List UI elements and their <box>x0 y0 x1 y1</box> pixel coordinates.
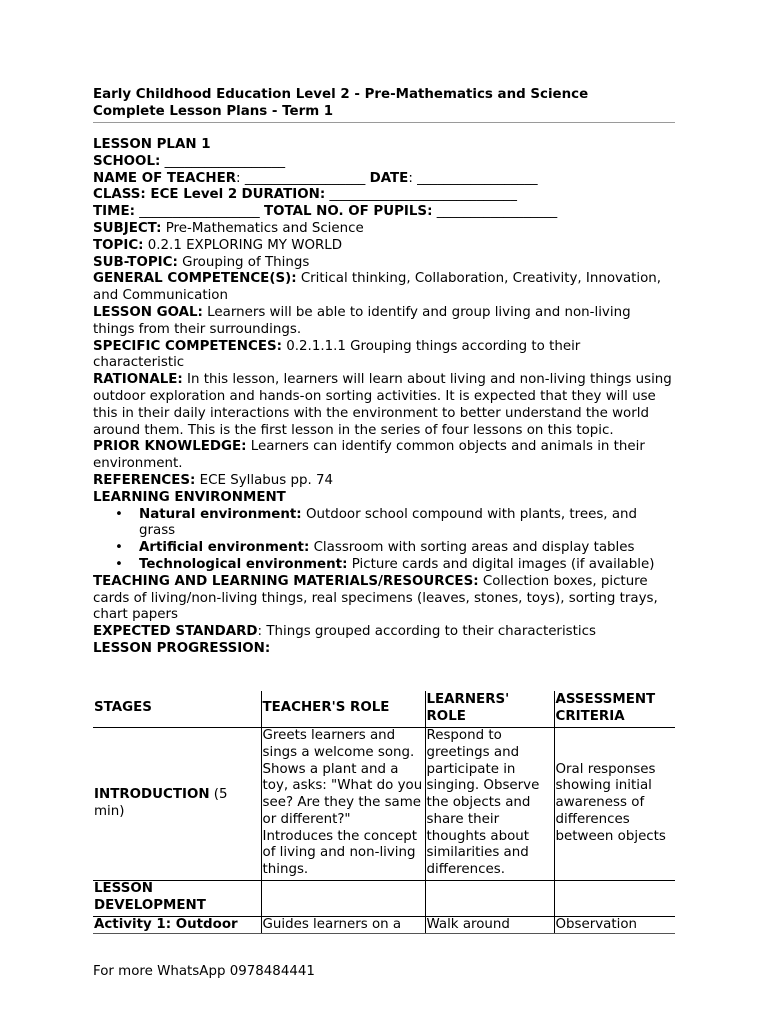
intro-teacher-role: Greets learners and sings a welcome song. Shows a plant and a toy, asks: "What do you see? Are they the same or different?" Introduces the concept of living and non-living things. <box>261 727 425 880</box>
teacher-date-line <box>93 171 675 188</box>
bullet-icon: • <box>115 556 123 572</box>
subject-line <box>93 221 675 238</box>
duration-label: DURATION: <box>241 187 326 203</box>
school-label: SCHOOL: <box>93 153 161 169</box>
specific-competences-line <box>93 339 675 373</box>
class-duration-line <box>93 187 675 204</box>
topic-line <box>93 238 675 255</box>
table-header-row <box>93 691 675 727</box>
header-learners-role: LEARNERS' ROLE <box>425 691 554 727</box>
stage-introduction-duration: (5 min) <box>94 786 228 819</box>
subject-value: Pre-Mathematics and Science <box>165 220 364 236</box>
bullet-icon: • <box>115 540 123 556</box>
empty-cell <box>554 880 675 916</box>
specific-competences-value: 0.2.1.1.1 Grouping things according to their characteristic <box>93 338 581 371</box>
date-label: DATE <box>369 170 409 186</box>
lesson-progression-heading: LESSON PROGRESSION: <box>93 640 271 656</box>
subtopic-line <box>93 255 675 272</box>
header-teachers-role: TEACHER'S ROLE <box>261 691 425 727</box>
pupils-blank: __________________ <box>436 204 558 220</box>
pupils-label: TOTAL NO. OF PUPILS: <box>264 204 433 220</box>
list-item <box>115 506 675 541</box>
lesson-plan-title: LESSON PLAN 1 <box>93 137 211 152</box>
stage-introduction-label: INTRODUCTION <box>94 786 210 802</box>
stage-activity-1: Activity 1: Outdoor <box>93 916 261 934</box>
goal-label: LESSON GOAL: <box>93 304 203 320</box>
header-stages: STAGES <box>93 691 261 727</box>
school-blank: __________________ <box>164 153 286 169</box>
activity-1-learners-role: Walk around <box>425 916 554 934</box>
rationale-value: In this lesson, learners will learn about living and non-living things using outdoor exploration and hands-on sorting activities. It is expected that they will use this in their daily interactions with the environment to better understand the world around them. This is the first lesson in the series of four lessons on this topic. <box>93 372 672 438</box>
subject-label: SUBJECT: <box>93 220 162 236</box>
table-row <box>93 880 675 916</box>
header-assessment-criteria: ASSESSMENT CRITERIA <box>554 691 675 727</box>
list-item <box>115 556 675 574</box>
expected-standard-label: EXPECTED STANDARD <box>93 624 258 640</box>
date-blank: : __________________ <box>408 170 538 186</box>
header-line-1: Early Childhood Education Level 2 - Pre-Mathematics and Science <box>93 87 589 102</box>
topic-label: TOPIC: <box>93 237 144 253</box>
activity-1-teacher-role: Guides learners on a <box>261 916 425 934</box>
goal-value: Learners will be able to identify and group living and non-living things from their surroundings. <box>93 304 631 337</box>
expected-standard-value: : Things grouped according to their characteristics <box>257 624 596 640</box>
document-header <box>93 87 675 120</box>
environment-item-label: Technological environment: <box>139 556 348 572</box>
competence-value: Critical thinking, Collaboration, Creativity, Innovation, and Communication <box>93 271 662 304</box>
references-line <box>93 473 675 490</box>
stage-lesson-development: LESSON DEVELOPMENT <box>93 880 261 916</box>
stage-introduction <box>93 727 261 880</box>
bullet-icon: • <box>115 506 123 522</box>
learning-environment-heading: LEARNING ENVIRONMENT <box>93 489 286 505</box>
subtopic-label: SUB-TOPIC: <box>93 254 178 270</box>
header-line-2: Complete Lesson Plans - Term 1 <box>93 103 334 119</box>
topic-value: 0.2.1 EXPLORING MY WORLD <box>147 237 343 253</box>
teacher-blank: : __________________ <box>236 170 366 186</box>
empty-cell <box>261 880 425 916</box>
prior-knowledge-value: Learners can identify common objects and animals in their environment. <box>93 439 645 472</box>
time-label: TIME: <box>93 204 135 220</box>
subtopic-value: Grouping of Things <box>182 254 310 270</box>
teacher-label: NAME OF TEACHER <box>93 170 237 186</box>
environment-item-label: Natural environment: <box>139 506 302 522</box>
competence-line <box>93 271 675 305</box>
time-pupils-line <box>93 204 675 221</box>
time-blank: __________________ <box>139 204 260 220</box>
empty-cell <box>425 880 554 916</box>
school-line <box>93 154 675 171</box>
materials-value: Collection boxes, picture cards of living/non-living things, real specimens (leaves, stones, toys), sorting trays, chart papers <box>93 573 658 623</box>
references-label: REFERENCES: <box>93 472 196 488</box>
references-value: ECE Syllabus pp. 74 <box>199 472 334 488</box>
class-label: CLASS: ECE Level 2 <box>93 187 238 203</box>
environment-item-value: Classroom with sorting areas and display tables <box>313 540 635 556</box>
competence-label: GENERAL COMPETENCE(S): <box>93 271 297 287</box>
table-row <box>93 727 675 880</box>
lesson-plan-body <box>93 137 675 658</box>
environment-list <box>93 507 675 574</box>
rationale-line <box>93 372 675 439</box>
footer-contact: For more WhatsApp 0978484441 <box>93 964 315 979</box>
environment-item-label: Artificial environment: <box>139 540 310 556</box>
table-row <box>93 916 675 934</box>
specific-competences-label: SPECIFIC COMPETENCES: <box>93 338 282 354</box>
lesson-progression-table <box>93 691 675 934</box>
goal-line <box>93 305 675 339</box>
prior-knowledge-label: PRIOR KNOWLEDGE: <box>93 439 247 455</box>
materials-line <box>93 574 675 624</box>
prior-knowledge-line <box>93 439 675 473</box>
duration-blank: ____________________________ <box>329 187 517 203</box>
header-divider <box>93 122 675 123</box>
intro-assessment: Oral responses showing initial awareness of differences between objects <box>554 727 675 880</box>
rationale-label: RATIONALE: <box>93 372 183 388</box>
intro-learners-role: Respond to greetings and participate in singing. Observe the objects and share their thoughts about similarities and differences. <box>425 727 554 880</box>
activity-1-assessment: Observation <box>554 916 675 934</box>
environment-item-value: Picture cards and digital images (if available) <box>351 556 655 572</box>
list-item <box>115 540 675 557</box>
materials-label: TEACHING AND LEARNING MATERIALS/RESOURCES: <box>93 573 479 589</box>
expected-standard-line <box>93 624 675 641</box>
environment-item-value: Outdoor school compound with plants, trees, and grass <box>139 506 638 539</box>
